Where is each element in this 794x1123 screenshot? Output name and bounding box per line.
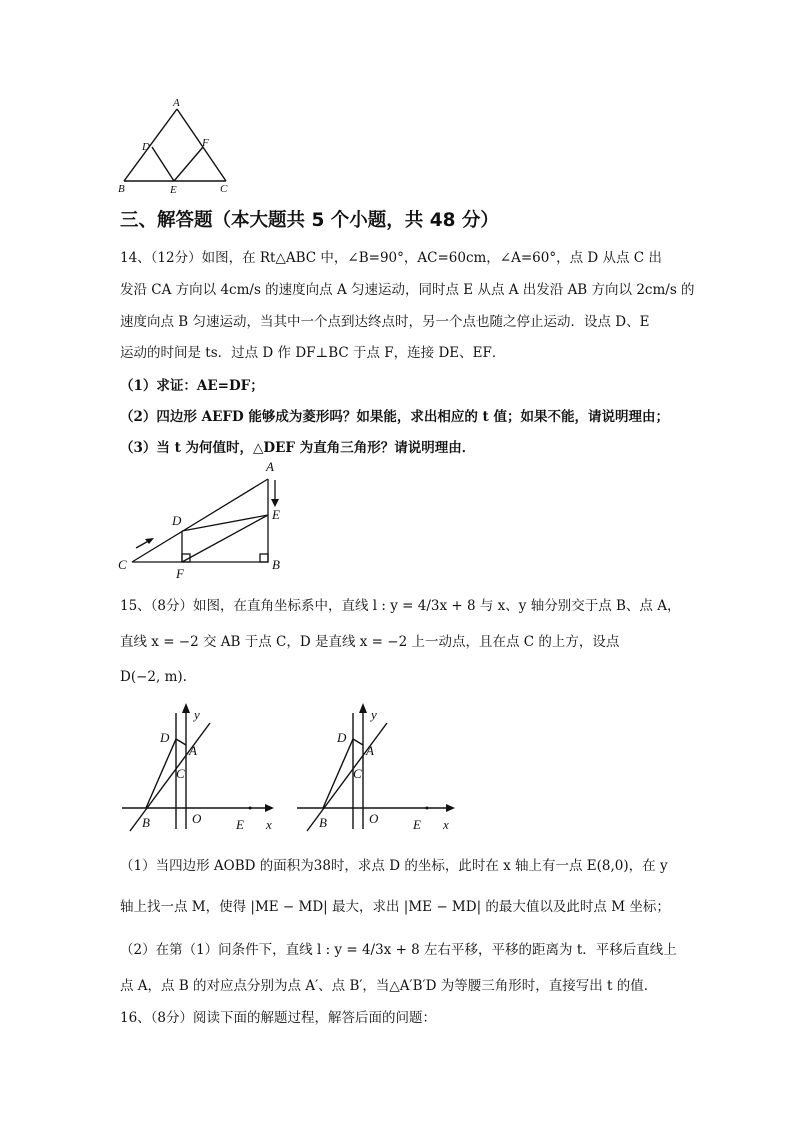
q14-line-4: 运动的时间是 ts．过点 D 作 DF⊥BC 于点 F，连接 DE、EF． — [120, 345, 506, 361]
label-O: O — [192, 811, 202, 826]
label-B: B — [118, 183, 125, 195]
section-heading: 三、解答题（本大题共 5 个小题，共 48 分） — [120, 210, 499, 231]
label-y: y — [194, 707, 200, 722]
label-D: D — [142, 141, 150, 153]
label-F: F — [176, 566, 184, 581]
label-C: C — [220, 183, 228, 195]
coordinate-figure-left — [118, 705, 283, 835]
label-E: E — [272, 507, 280, 522]
label-y: y — [371, 707, 377, 722]
q15-subquestion-2-line-1: （2）在第（1）问条件下，直线 l : y = 4/3x + 8 左右平移，平移的距离为 t．平移后直线上 — [120, 942, 677, 958]
label-x: x — [266, 817, 272, 832]
q14-line-3: 速度向点 B 匀速运动，当其中一个点到达终点时，另一个点也随之停止运动．设点 D、E — [120, 314, 650, 330]
label-A: A — [173, 97, 180, 109]
q16-line-1: 16、（8分）阅读下面的解题过程，解答后面的问题： — [120, 1010, 437, 1026]
label-E: E — [170, 184, 177, 196]
label-A: A — [189, 743, 197, 758]
label-D: D — [160, 730, 170, 745]
label-D: D — [172, 513, 182, 528]
q14-subquestion-2: （2）四边形 AEFD 能够成为菱形吗？如果能，求出相应的 t 值；如果不能，请说明理由； — [120, 409, 669, 425]
label-B: B — [142, 815, 150, 830]
label-F: F — [202, 137, 209, 149]
label-C: C — [353, 766, 362, 781]
q15-subquestion-2-line-2: 点 A，点 B 的对应点分别为点 A′、点 B′，当△A′B′D 为等腰三角形时，直接写出 t 的值． — [120, 978, 658, 994]
label-B: B — [319, 815, 327, 830]
label-O: O — [369, 811, 379, 826]
q15-subquestion-1-line-2: 轴上找一点 M，使得 |ME − MD| 最大，求出 |ME − MD| 的最大值以及此时点 M 坐标； — [120, 899, 670, 915]
q15-line-1: 15、（8分）如图，在直角坐标系中，直线 l : y = 4/3x + 8 与 x、y 轴分别交于点 B、点 A， — [120, 598, 681, 614]
q15-line-2: 直线 x = −2 交 AB 于点 C，D 是直线 x = −2 上一动点，且在点 C 的上方，设点 — [120, 634, 620, 650]
label-C: C — [118, 557, 127, 572]
q14-line-1: 14、（12分）如图，在 Rt△ABC 中，∠B=90°，AC=60cm，∠A=60°，点 D 从点 C 出 — [120, 250, 662, 266]
triangle-figure-q13 — [110, 95, 240, 200]
label-x: x — [443, 817, 449, 832]
q15-subquestion-1-line-1: （1）当四边形 AOBD 的面积为38时，求点 D 的坐标，此时在 x 轴上有一点 E(8,0)，在 y — [120, 858, 668, 874]
label-B: B — [272, 557, 280, 572]
q14-subquestion-3: （3）当 t 为何值时，△DEF 为直角三角形？请说明理由． — [120, 440, 476, 456]
label-E: E — [236, 817, 244, 832]
label-C: C — [176, 766, 185, 781]
label-D: D — [337, 730, 347, 745]
q15-line-3: D(−2, m). — [120, 669, 187, 685]
coordinate-figure-right — [293, 705, 458, 835]
label-A: A — [266, 459, 274, 474]
q14-subquestion-1: （1）求证：AE=DF； — [120, 378, 264, 394]
label-E: E — [413, 817, 421, 832]
triangle-figure-q14 — [110, 455, 300, 580]
label-A: A — [366, 743, 374, 758]
q14-line-2: 发沿 CA 方向以 4cm/s 的速度向点 A 匀速运动，同时点 E 从点 A 出发沿 AB 方向以 2cm/s 的 — [120, 282, 695, 298]
